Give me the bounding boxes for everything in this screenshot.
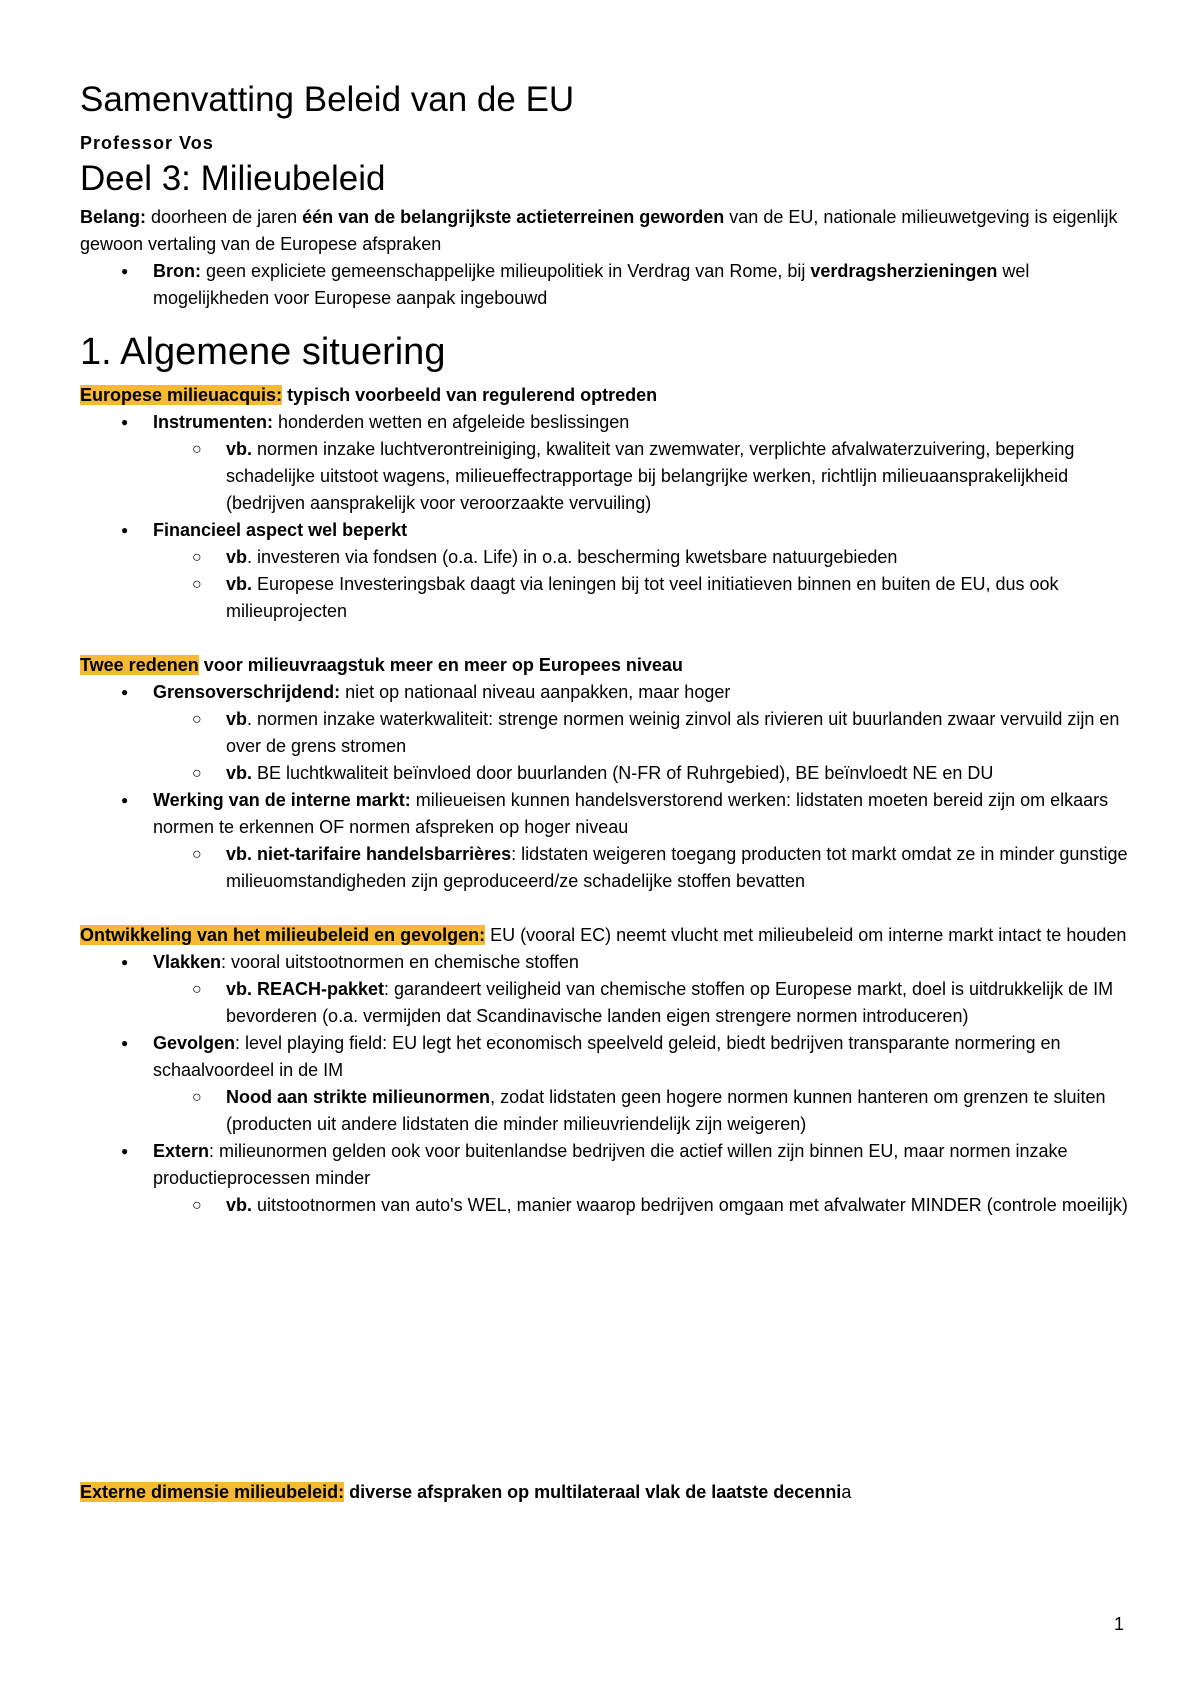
vb-label: vb. xyxy=(226,439,253,459)
extern-dim-paragraph xyxy=(80,1479,1130,1506)
acquis-rest: typisch voorbeeld van regulerend optreden xyxy=(282,385,658,405)
financieel-sublist xyxy=(153,544,1130,625)
spacer xyxy=(80,1219,1130,1479)
vb-label: vb. REACH-pakket xyxy=(226,979,385,999)
ontwikkeling-list xyxy=(80,949,1130,1219)
gevolgen-sub xyxy=(80,1084,1130,1138)
acquis-list xyxy=(80,409,1130,625)
markt-text: milieueisen kunnen handelsverstorend werken: lidstaten moeten bereid zijn om elkaars normen te erkennen OF normen afspreken op hoger niveau xyxy=(153,790,1109,837)
extern-text: : milieunormen gelden ook voor buitenlandse bedrijven die actief willen zijn binnen EU, maar normen inzake productieprocessen minder xyxy=(153,1141,1068,1188)
vlakken-sublist xyxy=(153,976,1130,1030)
instrumenten-label: Instrumenten: xyxy=(153,412,274,432)
grens-item xyxy=(80,679,1130,787)
redenen-highlight: Twee redenen xyxy=(80,655,199,675)
vb-label: vb xyxy=(226,547,248,567)
extern-dim-rest: diverse afspraken op multilateraal vlak de laatste decenni xyxy=(344,1482,842,1502)
vb-text: . investeren via fondsen (o.a. Life) in o.a. bescherming kwetsbare natuurgebieden xyxy=(247,547,898,567)
financieel-vb-1 xyxy=(80,544,1130,571)
bron-label: Bron: xyxy=(153,261,201,281)
bron-bold: verdragsherzieningen xyxy=(810,261,998,281)
vb-label: vb. niet-tarifaire handelsbarrières xyxy=(226,844,512,864)
financieel-item xyxy=(80,517,1130,625)
document-content xyxy=(80,78,1130,1506)
extern-dim-highlight: Externe dimensie milieubeleid: xyxy=(80,1482,345,1502)
grens-vb-2 xyxy=(80,760,1130,787)
ontwikkeling-paragraph xyxy=(80,922,1130,949)
instrumenten-text: honderden wetten en afgeleide beslissingen xyxy=(273,412,630,432)
deel-heading: Deel 3: Milieubeleid xyxy=(80,159,386,198)
grens-label: Grensoverschrijdend: xyxy=(153,682,341,702)
vlakken-label: Vlakken xyxy=(153,952,222,972)
grens-vb-1 xyxy=(80,706,1130,760)
vb-text: Europese Investeringsbak daagt via leningen bij tot veel initiatieven binnen en buiten de EU, dus ook milieuprojecten xyxy=(226,574,1059,621)
gevolgen-label: Gevolgen xyxy=(153,1033,236,1053)
vb-label: vb xyxy=(226,709,248,729)
bron-text-2: wel mogelijkheden voor Europese aanpak ingebouwd xyxy=(153,261,1030,308)
extern-item xyxy=(80,1138,1130,1219)
instrumenten-sublist xyxy=(153,436,1130,517)
bron-item xyxy=(80,258,1130,312)
section-1-heading: 1. Algemene situering xyxy=(80,331,446,373)
vb-text: : lidstaten weigeren toegang producten tot markt omdat ze in minder gunstige milieuomstandigheden zijn geproduceerd/ze schadelijke stoffen bevatten xyxy=(226,844,1128,891)
vlakken-vb xyxy=(80,976,1130,1030)
acquis-paragraph xyxy=(80,382,1130,409)
redenen-list xyxy=(80,679,1130,895)
vb-label: vb. xyxy=(226,1195,253,1215)
professor-line: Professor Vos xyxy=(80,133,214,153)
extern-dim-tail: a xyxy=(841,1482,852,1502)
vb-text: . normen inzake waterkwaliteit: strenge normen weinig zinvol als rivieren uit buurlanden zwaar vervuild zijn en over de grens stromen xyxy=(226,709,1120,756)
vlakken-text: : vooral uitstootnormen en chemische stoffen xyxy=(221,952,579,972)
gevolgen-item xyxy=(80,1030,1130,1138)
vb-text: BE luchtkwaliteit beïnvloed door buurlanden (N-FR of Ruhrgebied), BE beïnvloedt NE en DU xyxy=(252,763,994,783)
ontwikkeling-highlight: Ontwikkeling van het milieubeleid en gevolgen: xyxy=(80,925,486,945)
sub-label: Nood aan strikte milieunormen xyxy=(226,1087,491,1107)
gevolgen-text: : level playing field: EU legt het economisch speelveld geleid, biedt bedrijven transparante normering en schaalvoordeel in de IM xyxy=(153,1033,1061,1080)
vb-text: uitstootnormen van auto's WEL, manier waarop bedrijven omgaan met afvalwater MINDER (controle moeilijk) xyxy=(252,1195,1128,1215)
markt-sublist xyxy=(153,841,1130,895)
acquis-highlight: Europese milieuacquis: xyxy=(80,385,283,405)
grens-text: niet op nationaal niveau aanpakken, maar hoger xyxy=(340,682,731,702)
vb-label: vb. xyxy=(226,574,253,594)
financieel-vb-2 xyxy=(80,571,1130,625)
markt-vb xyxy=(80,841,1130,895)
bron-text-1: geen expliciete gemeenschappelijke milieupolitiek in Verdrag van Rome, bij xyxy=(201,261,811,281)
belang-list xyxy=(80,258,1130,312)
belang-text-1: doorheen de jaren xyxy=(146,207,303,227)
extern-sublist xyxy=(153,1192,1130,1219)
vlakken-item xyxy=(80,949,1130,1030)
spacer xyxy=(80,625,1130,652)
belang-label: Belang: xyxy=(80,207,147,227)
extern-vb xyxy=(80,1192,1130,1219)
document-title: Samenvatting Beleid van de EU xyxy=(80,80,575,119)
belang-bold: één van de belangrijkste actieterreinen geworden xyxy=(302,207,725,227)
extern-label: Extern xyxy=(153,1141,210,1161)
redenen-paragraph xyxy=(80,652,1130,679)
gevolgen-sublist xyxy=(153,1084,1130,1138)
belang-paragraph xyxy=(80,204,1130,258)
sub-text: , zodat lidstaten geen hogere normen kunnen hanteren om grenzen te sluiten (producten uit andere lidstaten die minder milieuvriendelijk zijn weigeren) xyxy=(226,1087,1106,1134)
page-number: 1 xyxy=(1113,1614,1124,1634)
belang-text-2: van de EU, nationale milieuwetgeving is eigenlijk gewoon vertaling van de Europese afspraken xyxy=(80,207,1118,254)
markt-label: Werking van de interne markt: xyxy=(153,790,411,810)
spacer xyxy=(80,895,1130,922)
grens-sublist xyxy=(153,706,1130,787)
vb-text: normen inzake luchtverontreiniging, kwaliteit van zwemwater, verplichte afvalwaterzuivering, beperking schadelijke uitstoot wagens, milieueffectrapportage bij belangrijke werken, richtlijn milieuaansprakelijkheid (bedrijven aansprakelijk voor veroorzaakte vervuiling) xyxy=(226,439,1075,513)
vb-text: : garandeert veiligheid van chemische stoffen op Europese markt, doel is uitdrukkelijk de IM bevorderen (o.a. vermijden dat Scandinavische landen eigen strengere normen introduceren) xyxy=(226,979,1114,1026)
instrumenten-vb xyxy=(80,436,1130,517)
financieel-label: Financieel aspect wel beperkt xyxy=(153,520,408,540)
instrumenten-item xyxy=(80,409,1130,517)
redenen-rest: voor milieuvraagstuk meer en meer op Europees niveau xyxy=(198,655,683,675)
markt-item xyxy=(80,787,1130,895)
vb-label: vb. xyxy=(226,763,253,783)
ontwikkeling-rest: EU (vooral EC) neemt vlucht met milieubeleid om interne markt intact te houden xyxy=(485,925,1127,945)
